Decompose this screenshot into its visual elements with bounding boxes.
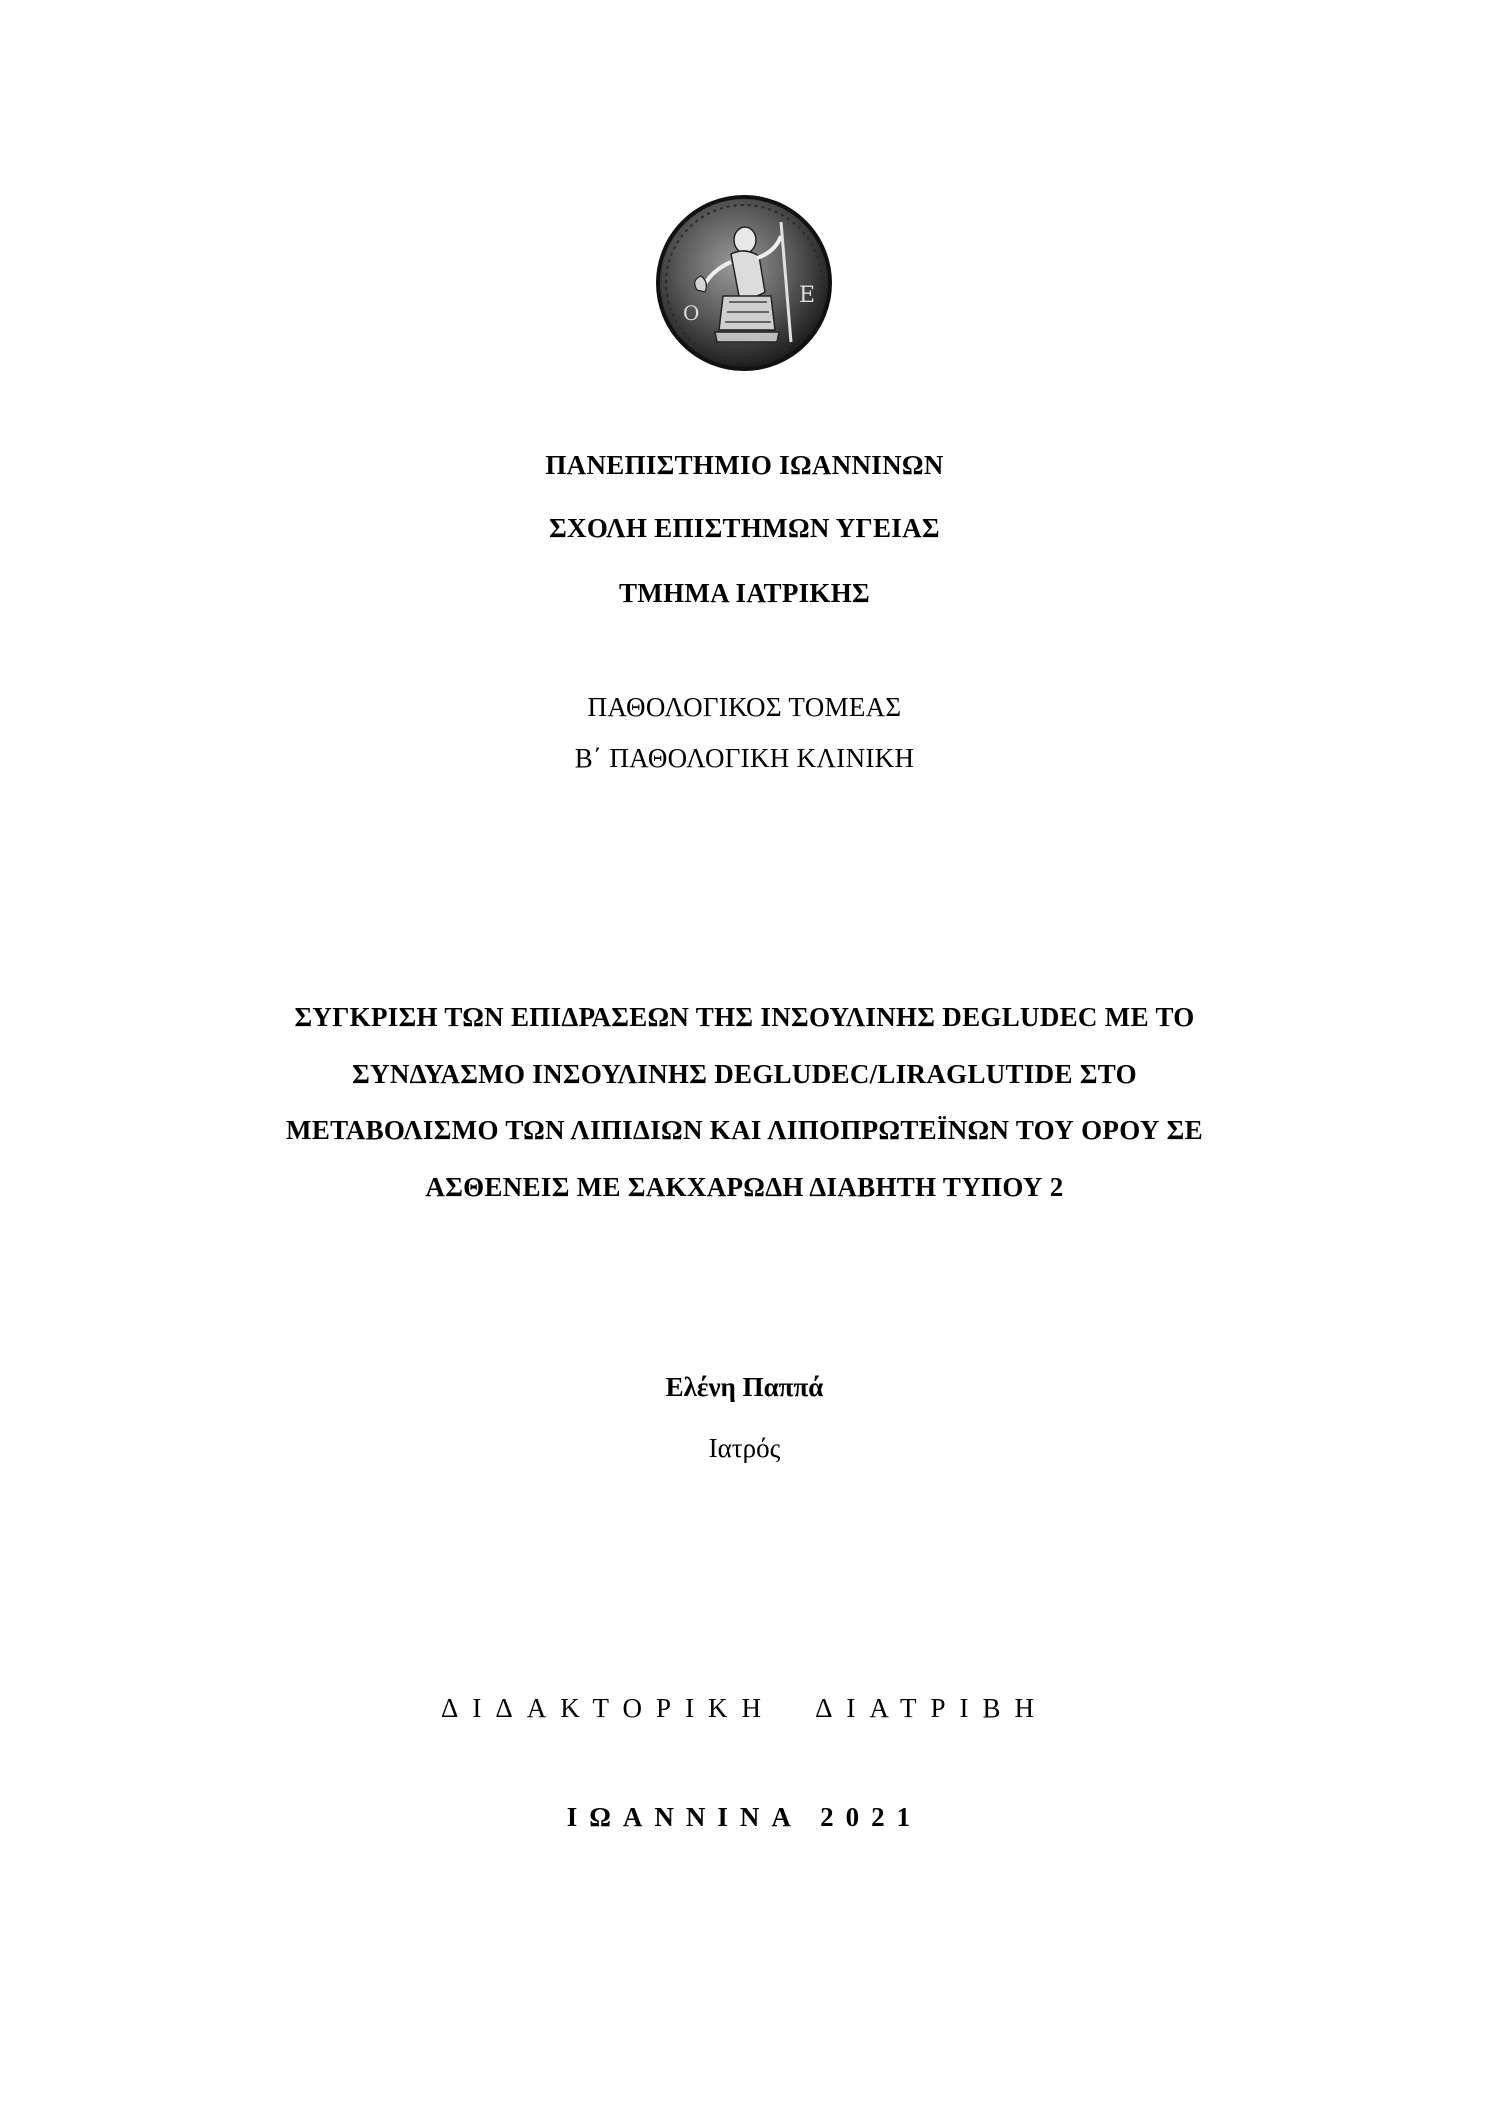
author-role: Ιατρός (708, 1433, 781, 1463)
thesis-title-line-1: ΣΥΓΚΡΙΣΗ ΤΩΝ ΕΠΙΔΡΑΣΕΩΝ ΤΗΣ ΙΝΣΟΥΛΙΝΗΣ DEGLUDEC ΜΕ ΤΟ (294, 1002, 1195, 1032)
svg-text:Ε: Ε (799, 283, 816, 308)
university-name: ΠΑΝΕΠΙΣΤΗΜΙΟ ΙΩΑΝΝΙΝΩΝ (545, 450, 944, 480)
thesis-type-word: ΔΙΔΑΚΤΟΡΙΚΗ (441, 1693, 776, 1723)
department-name: ΤΜΗΜΑ ΙΑΤΡΙΚΗΣ (619, 578, 870, 608)
sector-name: ΠΑΘΟΛΟΓΙΚΟΣ ΤΟΜΕΑΣ (587, 692, 902, 722)
thesis-title-line-4: ΑΣΘΕΝΕΙΣ ΜΕ ΣΑΚΧΑΡΩΔΗ ΔΙΑΒΗΤΗ ΤΥΠΟΥ 2 (425, 1172, 1064, 1202)
svg-text:Ο: Ο (683, 301, 700, 325)
thesis-title-line-3: ΜΕΤΑΒΟΛΙΣΜΟ ΤΩΝ ΛΙΠΙΔΙΩΝ ΚΑΙ ΛΙΠΟΠΡΩΤΕΪΝΩΝ ΤΟΥ ΟΡΟΥ ΣΕ (286, 1115, 1203, 1145)
clinic-name: Β΄ ΠΑΘΟΛΟΓΙΚΗ ΚΛΙΝΙΚΗ (574, 743, 915, 773)
thesis-type (0, 1693, 1489, 1724)
thesis-title-line-2: ΣΥΝΔΥΑΣΜΟ ΙΝΣΟΥΛΙΝΗΣ DEGLUDEC/LIRAGLUTIDE ΣΤΟ (352, 1059, 1137, 1089)
place-year: ΙΩΑΝΝΙΝΑ 2021 (566, 1802, 923, 1832)
thesis-type-word: ΔΙΑΤΡΙΒΗ (815, 1693, 1048, 1723)
author-name: Ελένη Παππά (665, 1372, 824, 1402)
university-seal-coin-icon (653, 192, 835, 374)
school-name: ΣΧΟΛΗ ΕΠΙΣΤΗΜΩΝ ΥΓΕΙΑΣ (549, 513, 940, 543)
